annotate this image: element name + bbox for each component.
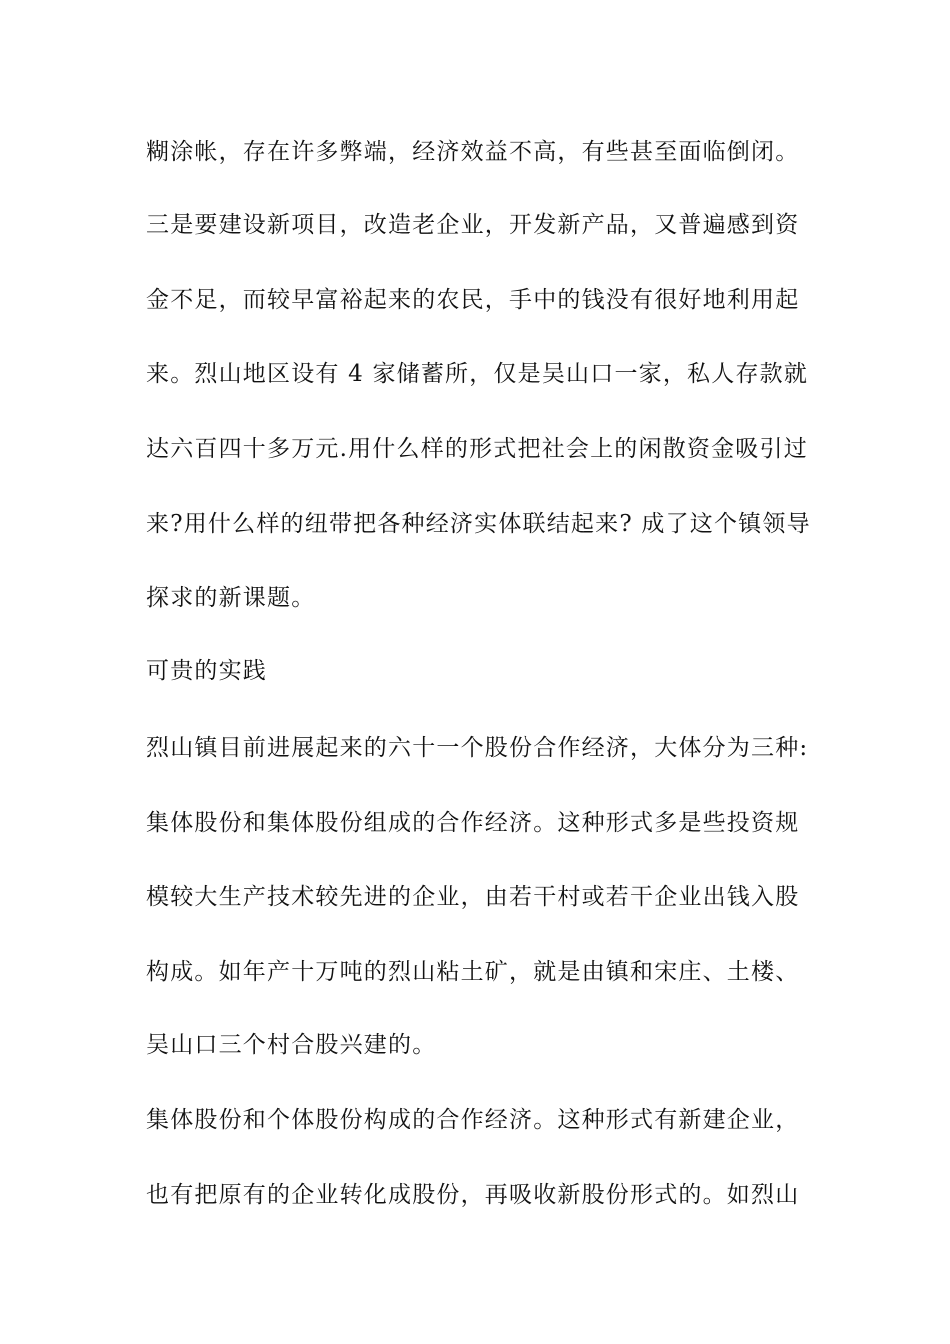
text-line: 来。烈山地区设有 4 家储蓄所，仅是吴山口一家，私人存款就 xyxy=(146,361,809,387)
text-line: 集体股份和集体股份组成的合作经济。这种形式多是些投资规 xyxy=(146,810,800,836)
text-line: 来?用什么样的纽带把各种经济实体联结起来? 成了这个镇领导 xyxy=(146,511,811,537)
text-line: 吴山口三个村合股兴建的。 xyxy=(146,1032,437,1058)
text-line: 糊涂帐，存在许多弊端，经济效益不高，有些甚至面临倒闭。 xyxy=(146,139,800,165)
text-line: 烈山镇目前进展起来的六十一个股份合作经济，大体分为三种: xyxy=(146,735,809,761)
text-line: 模较大生产技术较先进的企业，由若干村或若干企业出钱入股 xyxy=(146,884,800,910)
text-line: 探求的新课题。 xyxy=(146,585,316,611)
text-line: 达六百四十多万元.用什么样的形式把社会上的闲散资金吸引过 xyxy=(146,436,808,462)
text-line: 三是要建设新项目，改造老企业，开发新产品，又普遍感到资 xyxy=(146,212,800,238)
text-line: 金不足，而较早富裕起来的农民，手中的钱没有很好地利用起 xyxy=(146,287,800,313)
section-heading: 可贵的实践 xyxy=(146,658,267,684)
text-line: 构成。如年产十万吨的烈山粘土矿，就是由镇和宋庄、土楼、 xyxy=(146,959,800,985)
text-line: 也有把原有的企业转化成股份，再吸收新股份形式的。如烈山 xyxy=(146,1182,800,1208)
text-line: 集体股份和个体股份构成的合作经济。这种形式有新建企业， xyxy=(146,1107,800,1133)
